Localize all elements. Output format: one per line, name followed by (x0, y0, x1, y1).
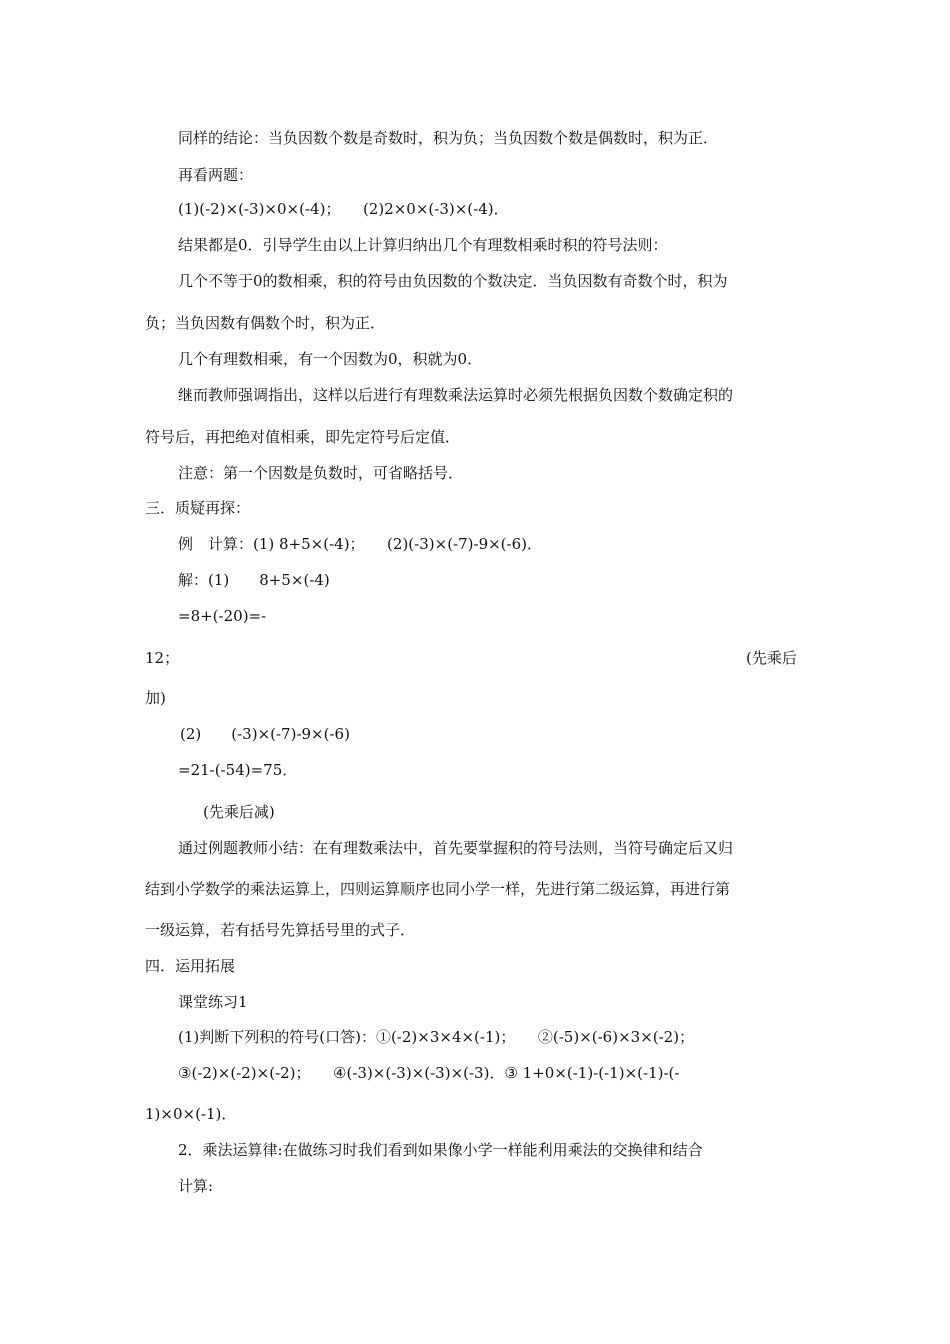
text-line: 结到小学数学的乘法运算上，四则运算顺序也同小学一样，先进行第二级运算，再进行第 (145, 880, 731, 898)
text-line: 再看两题： (178, 166, 254, 184)
text-line: ③(-2)×(-2)×(-2)； ④(-3)×(-3)×(-3)×(-3)．③ 1+0×(-1)-(-1)×(-1)-(- (178, 1064, 680, 1082)
text-line: 计算: (178, 1177, 214, 1195)
text-line: 解：(1) 8+5×(-4) (178, 571, 330, 589)
text-line: 1)×0×(-1)． (145, 1105, 237, 1123)
text-line: 继而教师强调指出，这样以后进行有理数乘法运算时必须先根据负因数个数确定积的 (178, 386, 734, 404)
text-line: 几个有理数相乘，有一个因数为0，积就为0． (178, 350, 483, 368)
text-line: 2．乘法运算律:在做练习时我们看到如果像小学一样能利用乘法的交换律和结合 (178, 1141, 703, 1159)
text-line: (2) (-3)×(-7)-9×(-6) (180, 725, 350, 743)
text-line: (1)(-2)×(-3)×0×(-4)； (2)2×0×(-3)×(-4)． (178, 200, 509, 218)
text-line: (先乘后减) (203, 803, 275, 821)
text-line: 注意：第一个因数是负数时，可省略括号． (178, 464, 464, 482)
text-annotation: (先乘后 (746, 649, 797, 667)
text-line: 几个不等于0的数相乘，积的符号由负因数的个数决定．当负因数有奇数个时，积为 (178, 272, 728, 290)
text-line: 同样的结论：当负因数个数是奇数时，积为负；当负因数个数是偶数时，积为正． (178, 129, 719, 147)
section-heading: 四．运用拓展 (145, 957, 236, 975)
text-line: (1)判断下列积的符号(口答)：①(-2)×3×4×(-1)； ②(-5)×(-6)×3×(-2)； (178, 1028, 695, 1046)
text-line: 负；当负因数有偶数个时，积为正． (145, 314, 386, 332)
text-line: 课堂练习1 (178, 993, 248, 1011)
text-line: 结果都是0．引导学生由以上计算归纳出几个有理数相乘时积的符号法则： (178, 236, 668, 254)
text-line: 加) (145, 689, 166, 707)
text-line: =21-(-54)=75． (178, 761, 298, 779)
text-line: =8+(-20)=- (178, 607, 267, 625)
text-line: 一级运算，若有括号先算括号里的式子． (145, 921, 416, 939)
text-line: 符号后，再把绝对值相乘，即先定符号后定值． (145, 428, 461, 446)
text-line: 12； (145, 649, 180, 667)
section-heading: 三．质疑再探： (145, 499, 251, 517)
text-line: 例 计算：(1) 8+5×(-4)； (2)(-3)×(-7)-9×(-6)． (178, 535, 542, 553)
text-line: 通过例题教师小结：在有理数乘法中，首先要掌握积的符号法则，当符号确定后又归 (178, 839, 734, 857)
